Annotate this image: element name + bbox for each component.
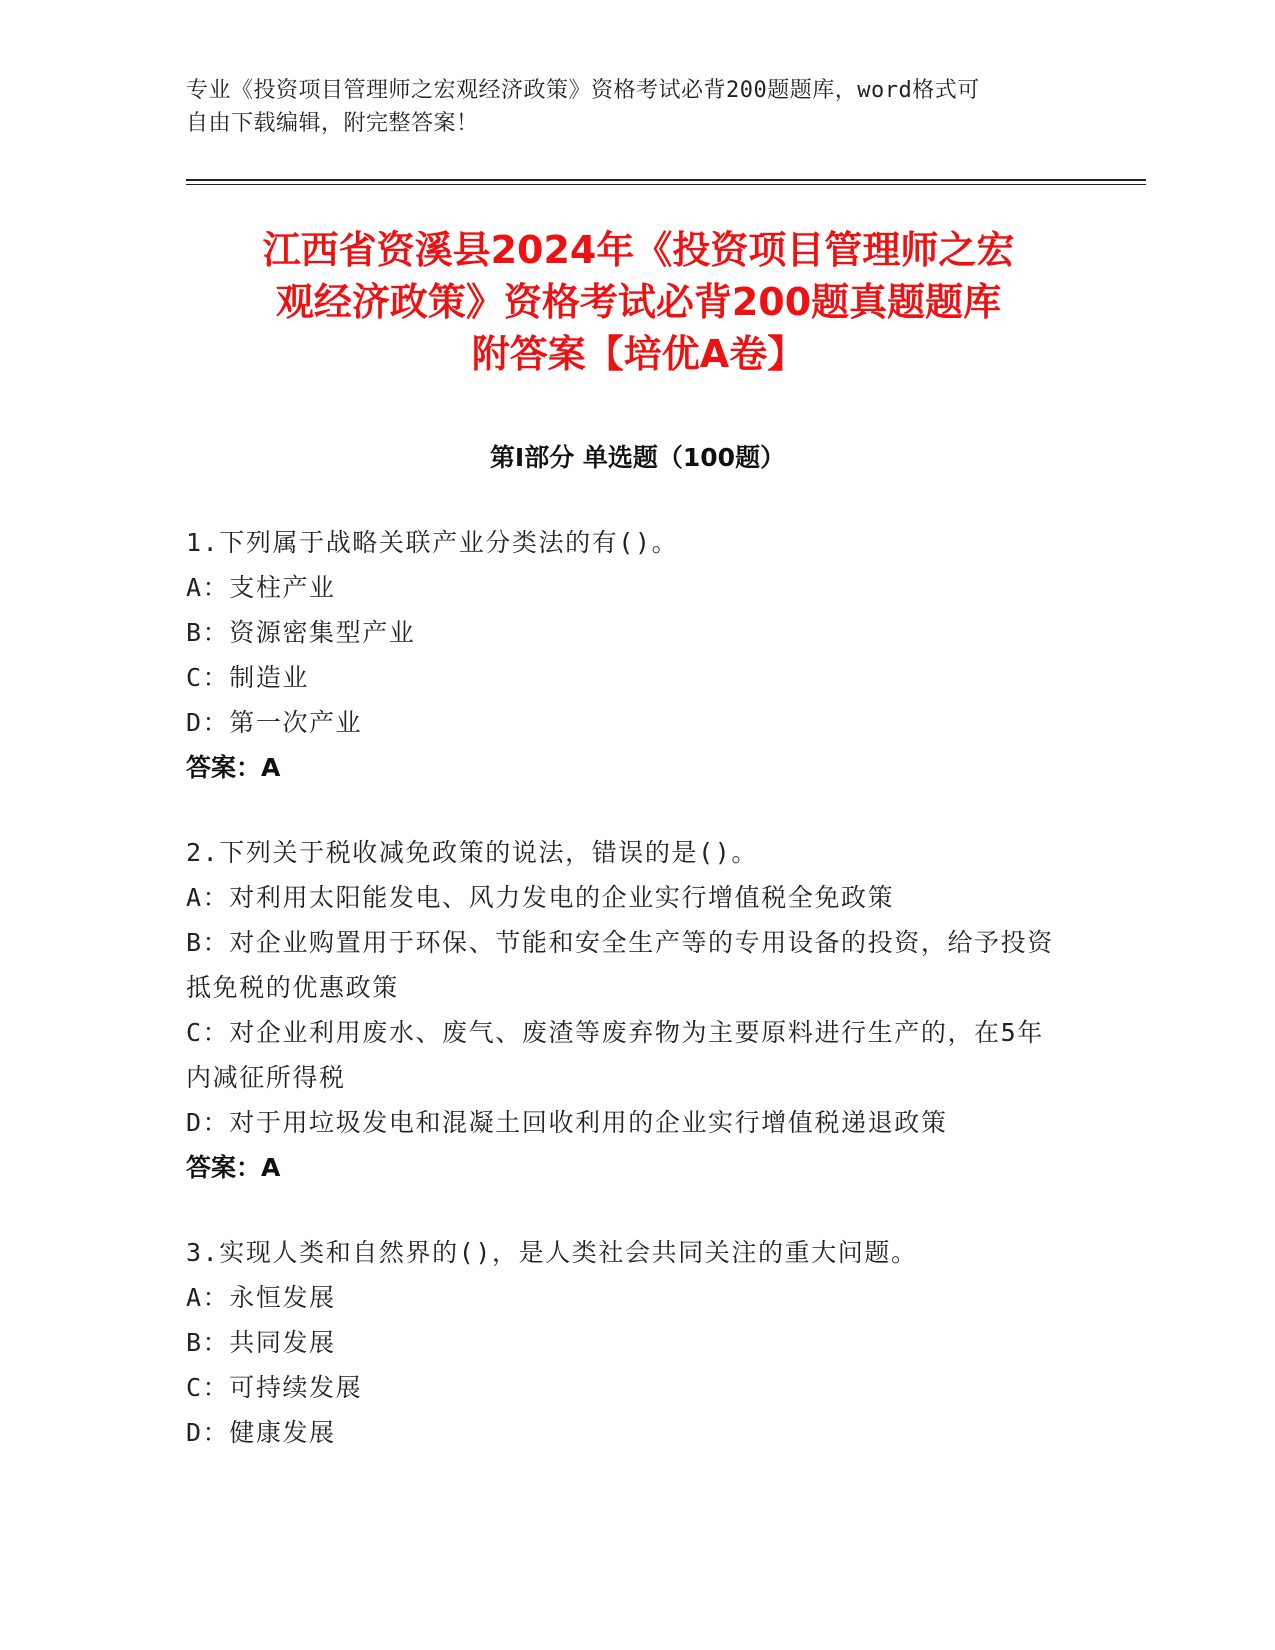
option-b: B：资源密集型产业 <box>186 618 416 647</box>
question-item <box>186 520 1086 790</box>
option-c: C：制造业 <box>186 663 310 692</box>
title-line: 江西省资溪县2024年《投资项目管理师之宏 <box>262 228 1015 272</box>
option-a: A：永恒发展 <box>186 1283 336 1312</box>
header-note <box>186 74 1086 140</box>
option-c: C：可持续发展 <box>186 1373 363 1402</box>
option-d: D：第一次产业 <box>186 708 363 737</box>
option-b: B：共同发展 <box>186 1328 336 1357</box>
option-b: B：对企业购置用于环保、节能和安全生产等的专用设备的投资，给予投资抵免税的优惠政策 <box>186 928 1054 1002</box>
section-heading: 第Ⅰ部分 单选题（100题） <box>489 443 786 472</box>
question-item <box>186 830 1086 1190</box>
question-list <box>186 520 1086 1495</box>
option-c: C：对企业利用废水、废气、废渣等废弃物为主要原料进行生产的，在5年内减征所得税 <box>186 1018 1044 1092</box>
title-line: 观经济政策》资格考试必背200题真题题库 <box>275 280 1002 324</box>
option-d: D：健康发展 <box>186 1418 336 1447</box>
title-line: 附答案【培优A卷】 <box>471 332 806 376</box>
answer-line: 答案：A <box>186 1153 281 1182</box>
option-a: A：对利用太阳能发电、风力发电的企业实行增值税全免政策 <box>186 883 895 912</box>
header-note-line: 专业《投资项目管理师之宏观经济政策》资格考试必背200题题库，word格式可 <box>186 78 980 103</box>
header-divider <box>186 179 1146 181</box>
answer-line: 答案：A <box>186 753 281 782</box>
header-note-line: 自由下载编辑，附完整答案！ <box>186 111 479 136</box>
question-stem: 2.下列关于税收减免政策的说法，错误的是()。 <box>186 838 759 867</box>
header-divider-thin <box>186 184 1146 185</box>
question-item <box>186 1230 1086 1455</box>
option-d: D：对于用垃圾发电和混凝土回收利用的企业实行增值税递退政策 <box>186 1108 948 1137</box>
document-title <box>186 224 1091 380</box>
question-stem: 1.下列属于战略关联产业分类法的有()。 <box>186 528 679 557</box>
question-stem: 3.实现人类和自然界的()，是人类社会共同关注的重大问题。 <box>186 1238 918 1267</box>
option-a: A：支柱产业 <box>186 573 336 602</box>
